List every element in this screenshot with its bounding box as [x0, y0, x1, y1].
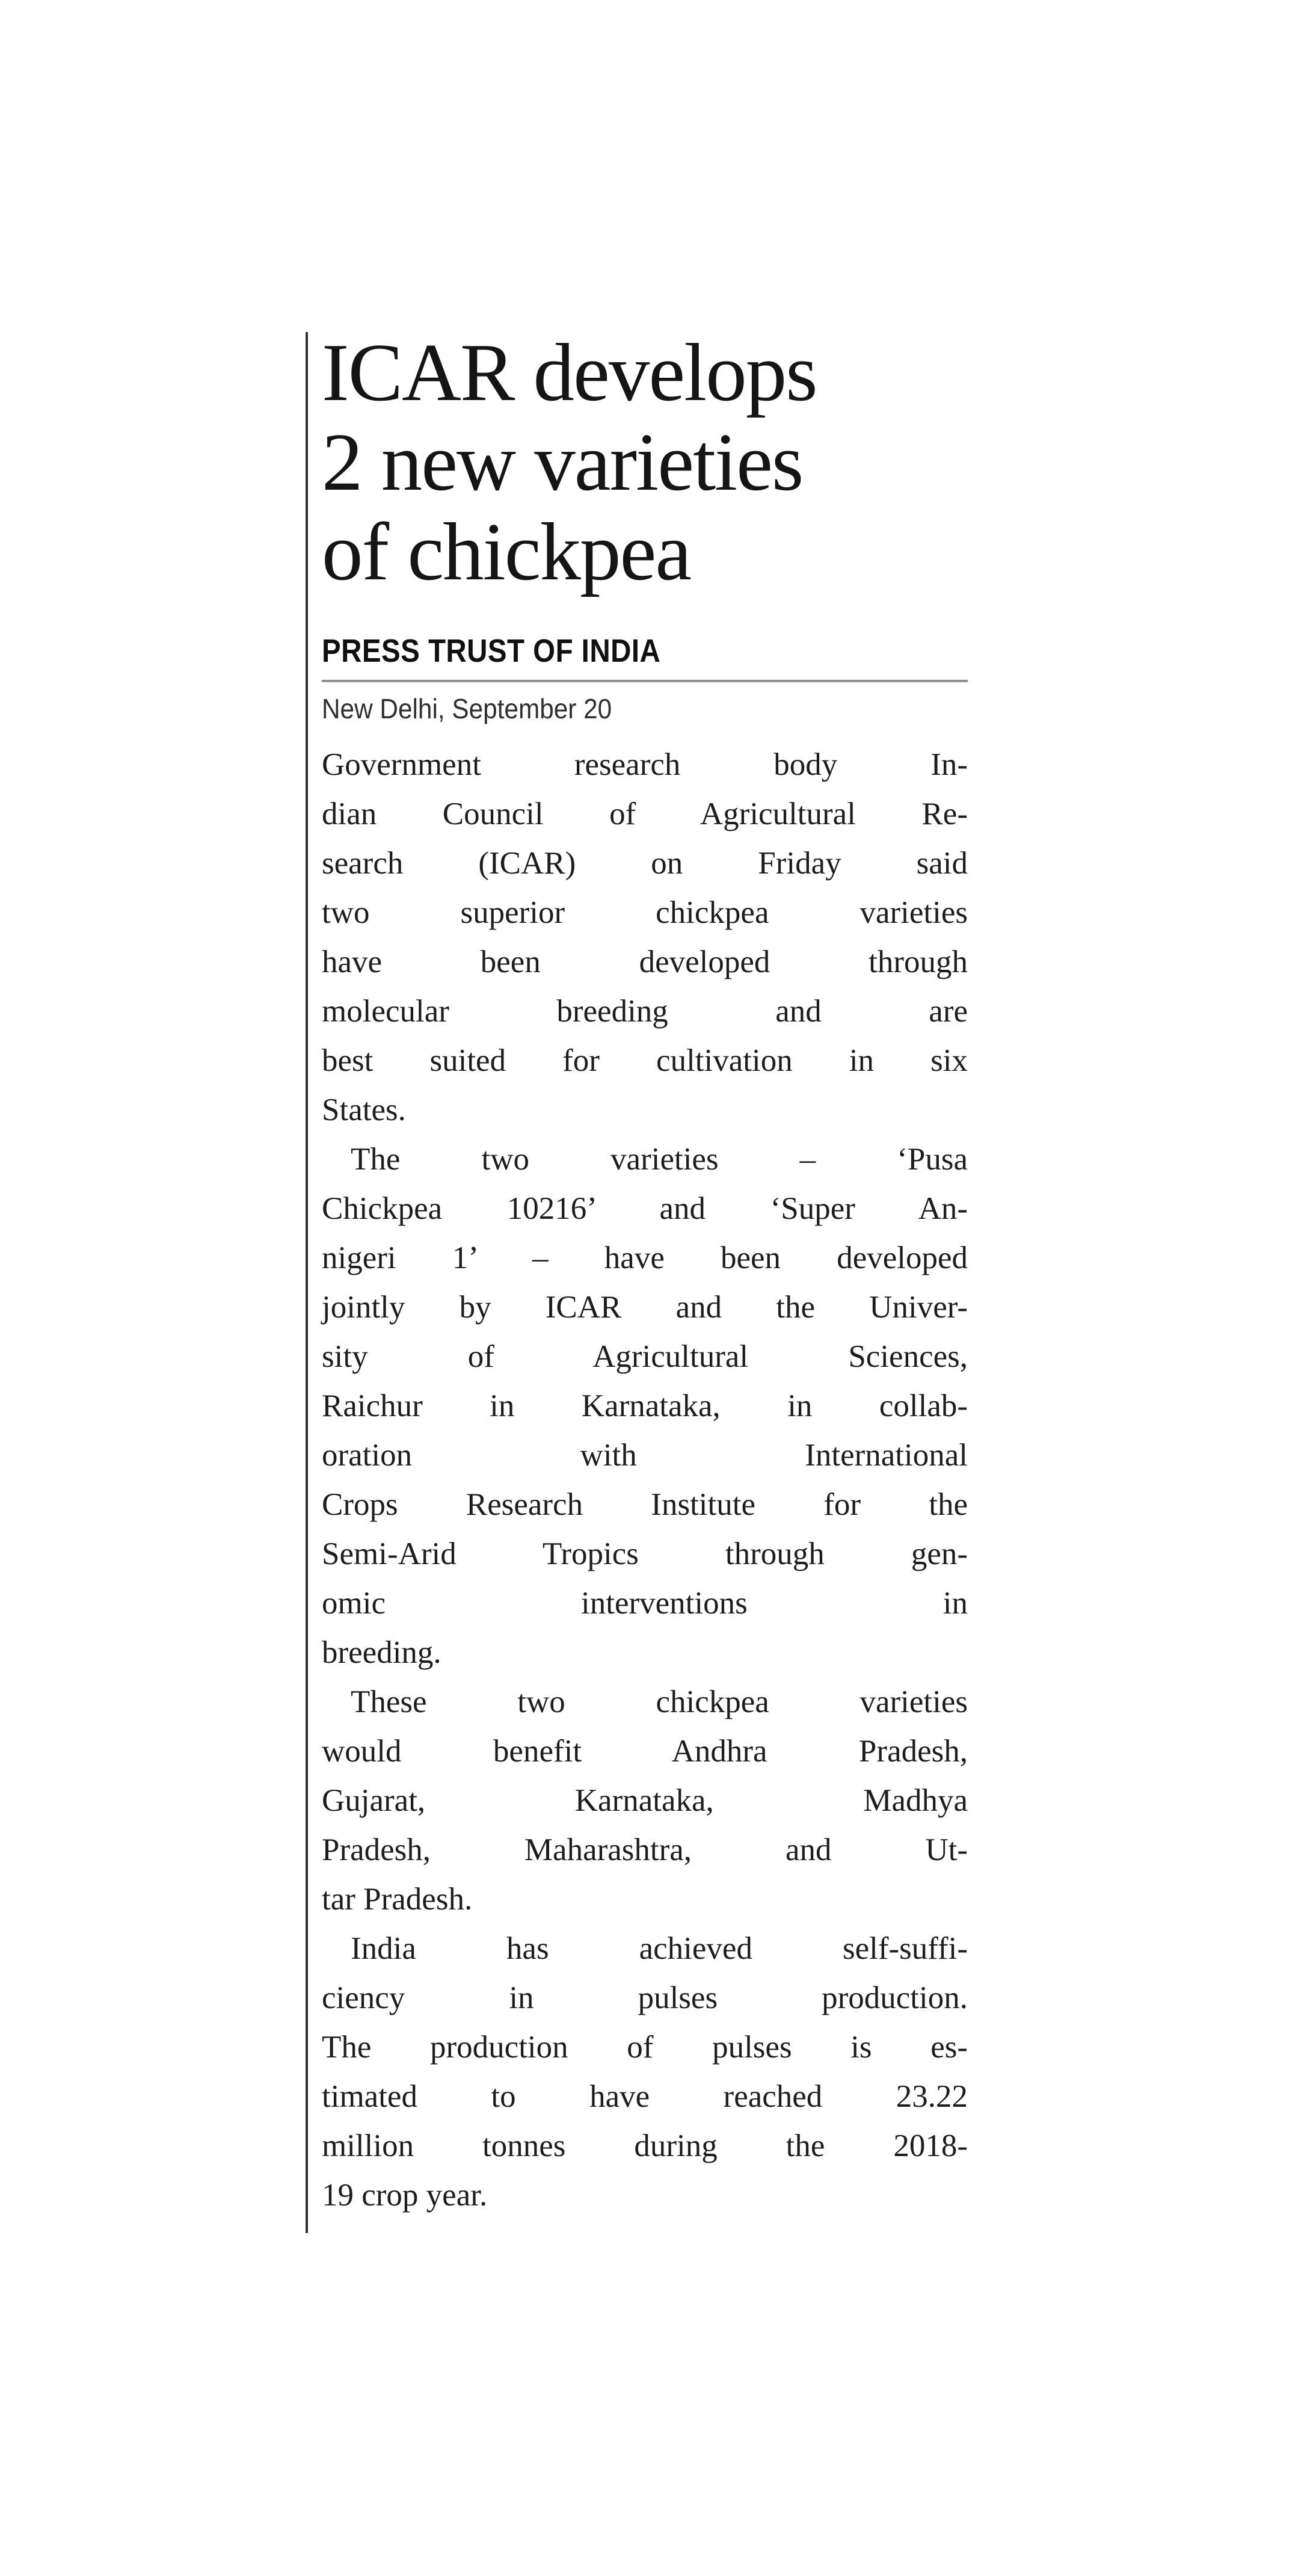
article-body — [322, 740, 968, 2220]
byline-text: PRESS TRUST OF INDIA — [322, 633, 661, 669]
body-line: breeding. — [322, 1635, 441, 1670]
body-line: These two chickpea varieties — [351, 1684, 968, 1719]
body-line: Government research body In- — [322, 747, 968, 782]
body-line: Pradesh, Maharashtra, and Ut- — [322, 1832, 968, 1867]
headline-line: of chickpea — [322, 506, 691, 597]
body-line: jointly by ICAR and the Univer- — [322, 1290, 968, 1325]
body-line: million tonnes during the 2018- — [322, 2128, 968, 2163]
body-line: nigeri 1’ – have been developed — [322, 1240, 968, 1275]
paragraph — [322, 1677, 968, 1924]
dateline — [322, 692, 968, 726]
body-line: molecular breeding and are — [322, 994, 968, 1029]
body-line: omic interventions in — [322, 1586, 968, 1621]
body-line: ciency in pulses production. — [322, 1980, 968, 2015]
body-line: Gujarat, Karnataka, Madhya — [322, 1783, 968, 1818]
body-line: timated to have reached 23.22 — [322, 2079, 968, 2114]
body-line: Semi-Arid Tropics through gen- — [322, 1536, 968, 1571]
headline-line: 2 new varieties — [322, 416, 803, 508]
body-line: dian Council of Agricultural Re- — [322, 797, 968, 831]
body-line: The two varieties – ‘Pusa — [351, 1142, 968, 1177]
body-line: would benefit Andhra Pradesh, — [322, 1734, 968, 1769]
column-divider-rule — [306, 332, 308, 2233]
article-headline — [322, 328, 968, 597]
headline-line: ICAR develops — [322, 327, 817, 418]
paragraph — [322, 1135, 968, 1677]
body-line: Raichur in Karnataka, in collab- — [322, 1388, 968, 1423]
paragraph — [322, 740, 968, 1135]
body-line: Chickpea 10216’ and ‘Super An- — [322, 1191, 968, 1226]
body-line: States. — [322, 1092, 406, 1127]
body-line: 19 crop year. — [322, 2178, 488, 2213]
byline-divider-rule — [322, 680, 968, 682]
article — [322, 328, 968, 2220]
body-line: have been developed through — [322, 944, 968, 979]
body-line: sity of Agricultural Sciences, — [322, 1339, 968, 1374]
body-line: oration with International — [322, 1438, 968, 1473]
body-line: two superior chickpea varieties — [322, 895, 968, 930]
body-line: Crops Research Institute for the — [322, 1487, 968, 1522]
paragraph — [322, 1924, 968, 2220]
body-line: tar Pradesh. — [322, 1882, 473, 1917]
body-line: The production of pulses is es- — [322, 2030, 968, 2065]
body-line: best suited for cultivation in six — [322, 1043, 968, 1078]
body-line: India has achieved self-suffi- — [351, 1931, 968, 1966]
body-line: search (ICAR) on Friday said — [322, 846, 968, 881]
dateline-text: New Delhi, September 20 — [322, 693, 612, 724]
byline — [322, 633, 968, 669]
